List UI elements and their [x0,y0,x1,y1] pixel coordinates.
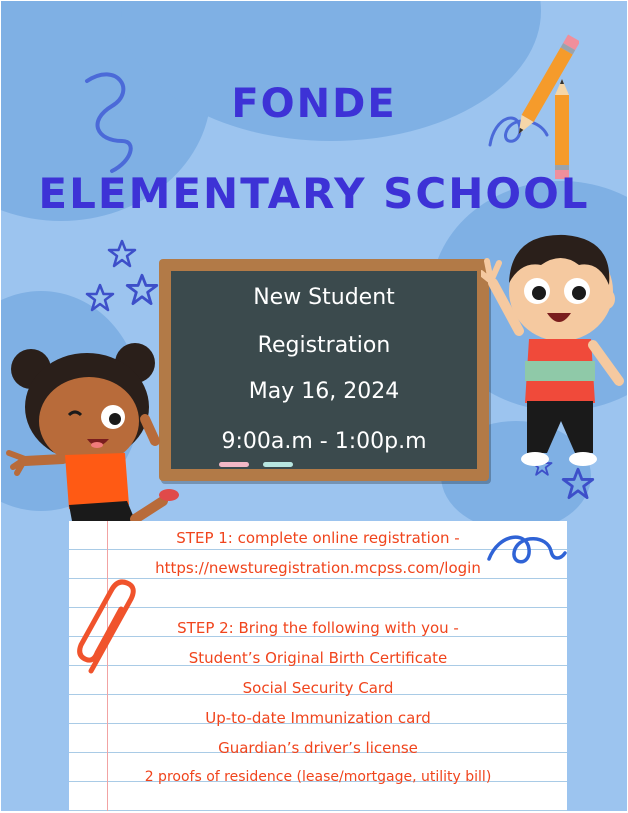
board-title-line1: New Student [253,285,395,310]
requirement-item: Guardian’s driver’s license [218,739,418,757]
star-icon [85,283,115,313]
star-icon [561,467,595,501]
swirl-icon [487,525,567,581]
requirement-item: Student’s Original Birth Certificate [188,649,448,667]
school-name-line2: ELEMENTARY SCHOOL [38,169,590,218]
star-icon [125,273,159,307]
chalkboard [159,259,489,481]
requirement-item: Up-to-date Immunization card [205,709,431,727]
school-name-line1: FONDE [231,81,397,127]
paperclip-icon [73,579,143,679]
chalk-piece [219,462,249,467]
registration-url[interactable]: https://newsturegistration.mcpss.com/login [155,559,481,577]
registration-date: May 16, 2024 [248,379,400,404]
chalkboard-surface [171,271,477,469]
chalk-piece [263,462,293,467]
star-icon [107,239,137,269]
boy-illustration [481,221,627,471]
step1-text: STEP 1: complete online registration - [176,529,460,547]
flyer [1,1,627,811]
requirement-item: Social Security Card [242,679,394,697]
board-title-line2: Registration [257,333,391,358]
step2-text: STEP 2: Bring the following with you - [177,619,459,637]
registration-time: 9:00a.m - 1:00p.m [221,429,427,454]
requirement-item: 2 proofs of residence (lease/mortgage, utility bill) [144,769,492,785]
